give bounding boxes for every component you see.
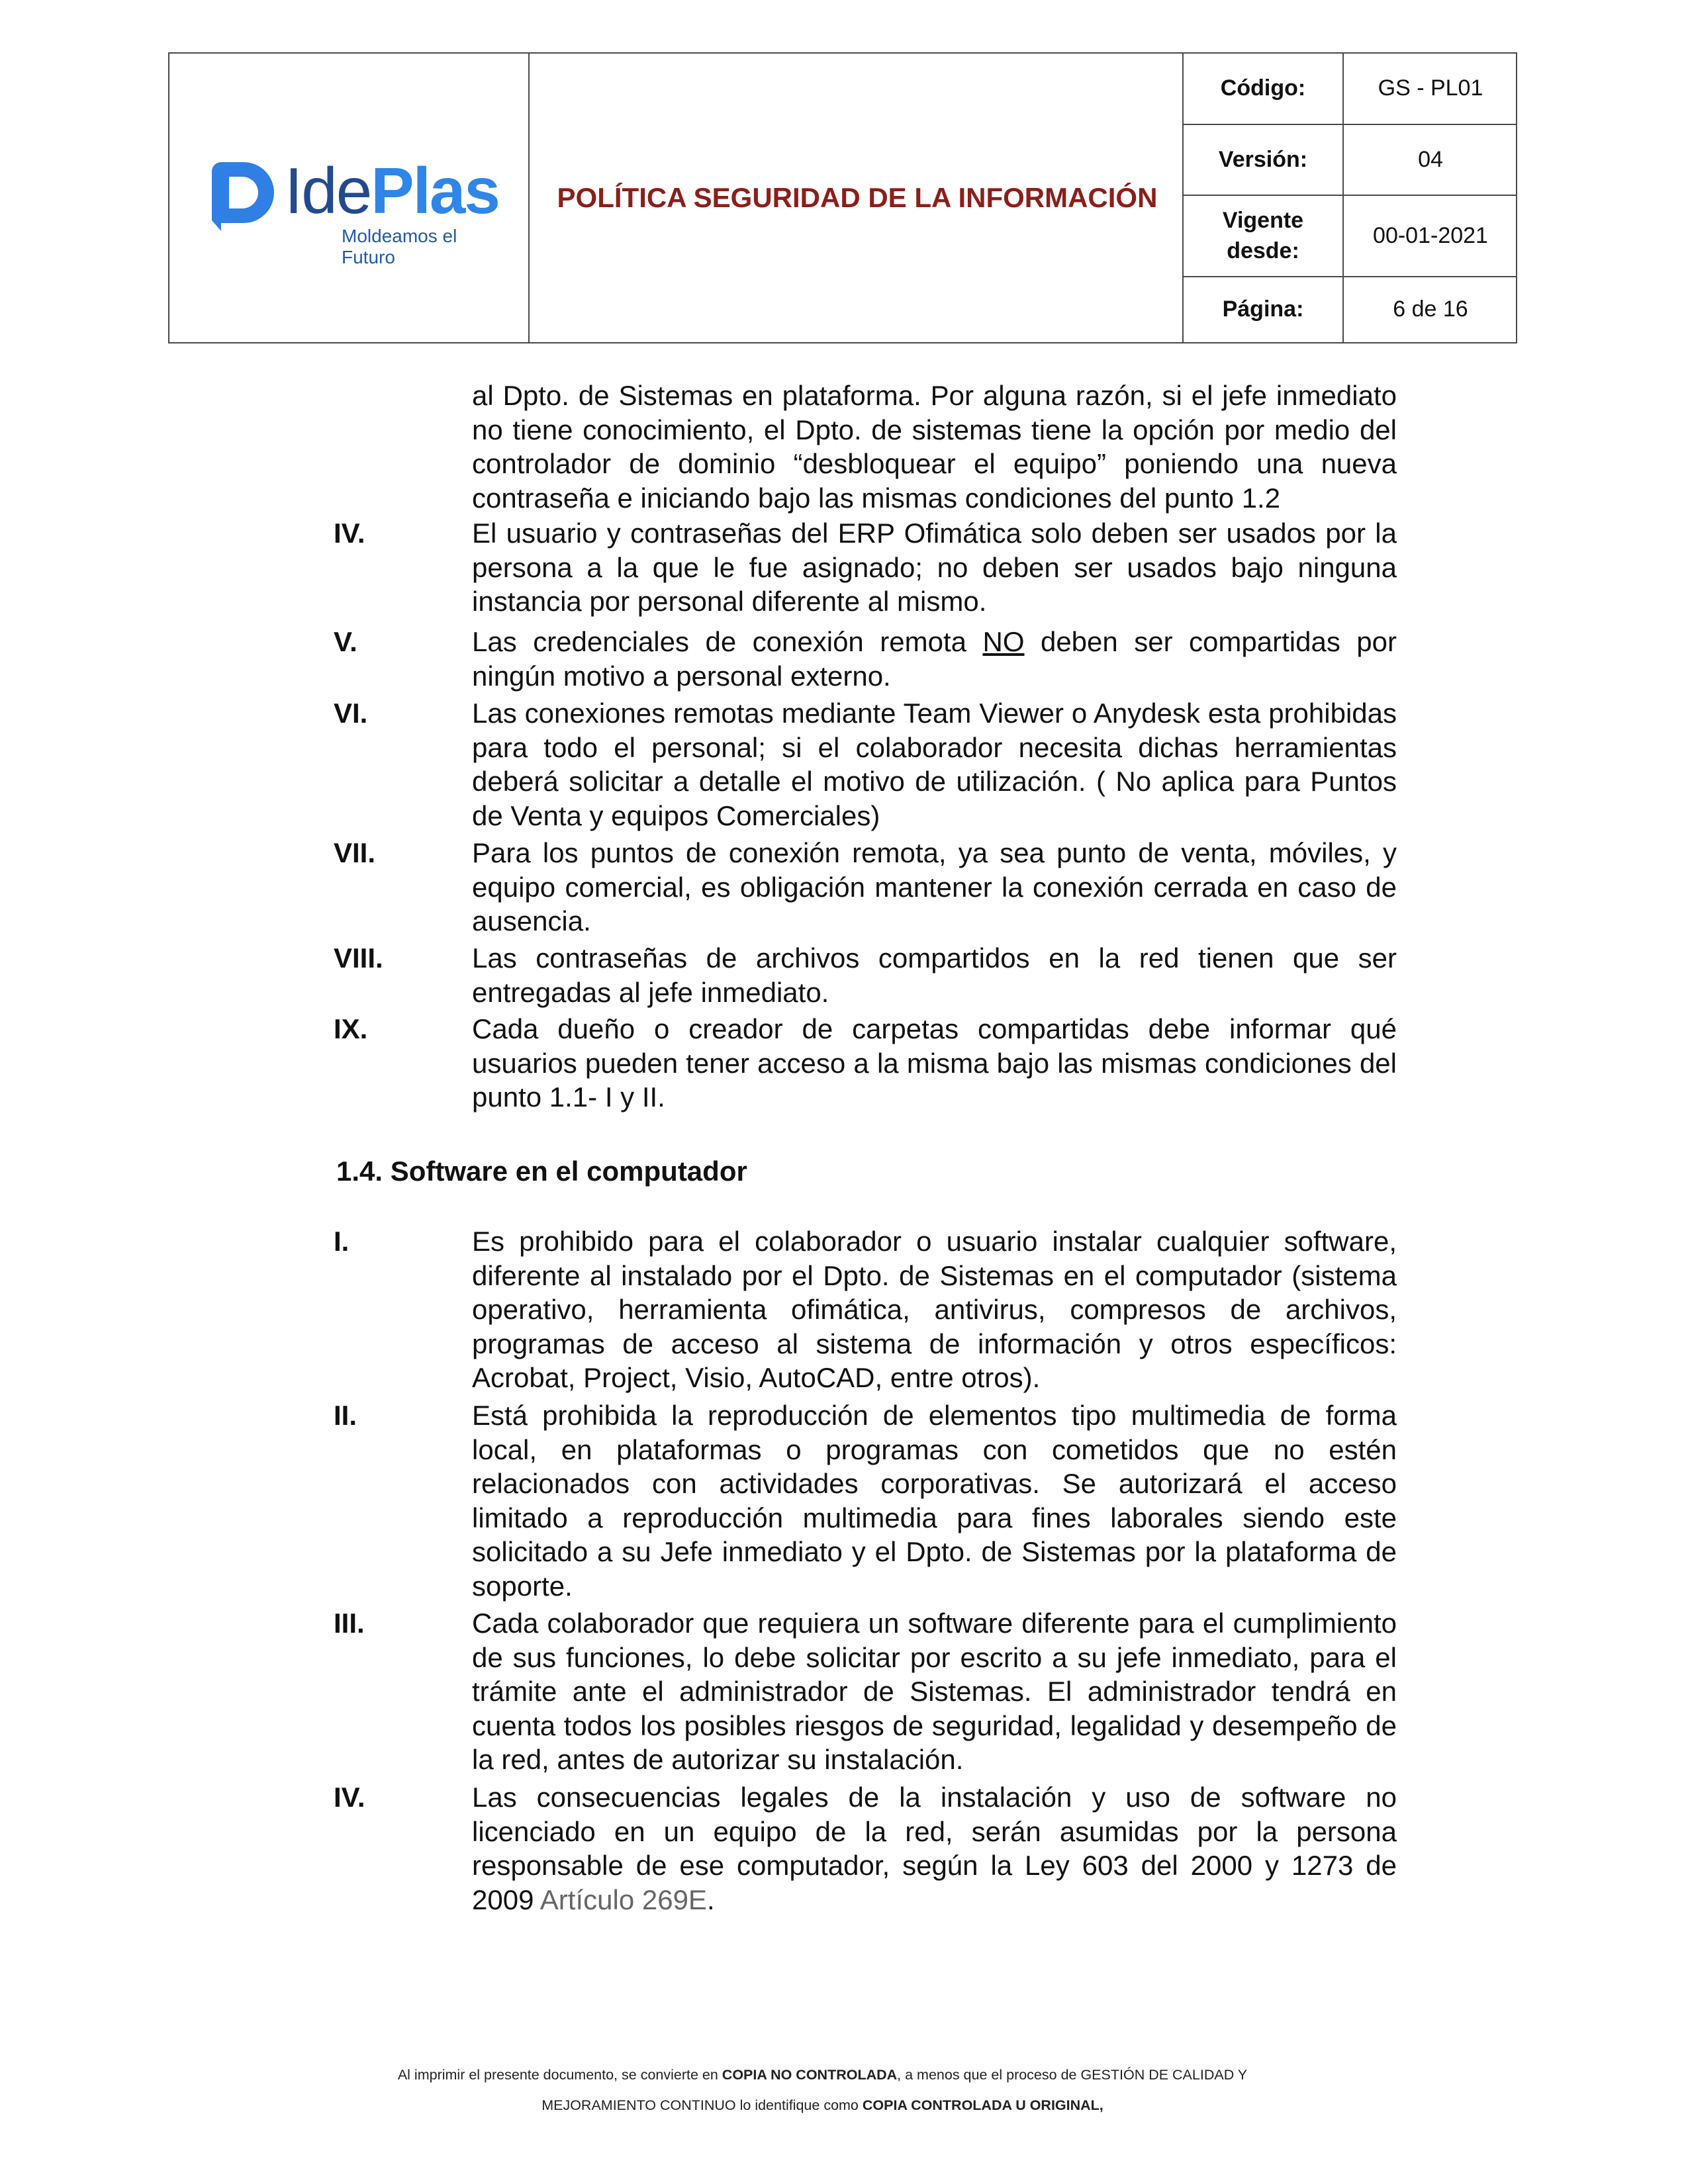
list-item-number: II. (334, 1400, 357, 1431)
list-item-text: Las consecuencias legales de la instalación y uso de software no licenciado en un equipo de la red, serán asumidas por la persona responsable de ese computador, según la Ley 603 del 2000 y 1273 de 2009 Artículo 269E. (472, 1782, 1397, 1915)
list-item (334, 1606, 1397, 1777)
list-item (334, 625, 1397, 693)
header-divider (528, 54, 530, 342)
list-item (334, 696, 1397, 833)
version-value: 04 (1418, 146, 1443, 172)
footer-line: Al imprimir el presente documento, se convierte en COPIA NO CONTROLADA, a menos que el proceso de GESTIÓN DE CALIDAD Y (397, 2067, 1248, 2083)
footer-line: MEJORAMIENTO CONTINUO lo identifique como COPIA CONTROLADA U ORIGINAL, (541, 2097, 1103, 2113)
list-item-number: VI. (334, 698, 368, 729)
list-item-text: Cada colaborador que requiera un software diferente para el cumplimiento de sus funciones, lo debe solicitar por escrito a su jefe inmediato, para el trámite ante el administrador de Sistemas. El administrador tendrá en cuenta todos los posibles riesgos de seguridad, legalidad y desempeño de la red, antes de autorizar su instalación. (472, 1608, 1397, 1775)
list-item-text: Está prohibida la reproducción de elementos tipo multimedia de forma local, en plataformas o programas con cometidos que no estén relacionados con actividades corporativas. Se autorizará el acceso limitado a reproducción multimedia para fines laborales siendo este solicitado a su Jefe inmediato y el Dpto. de Sistemas por la plataforma de soporte. (472, 1400, 1397, 1602)
list-item-text: Es prohibido para el colaborador o usuario instalar cualquier software, diferente al instalado por el Dpto. de Sistemas en el computador (sistema operativo, herramienta ofimática, antivirus, compresos de archivos, programas de acceso al sistema de información y otros específicos: Acrobat, Project, Visio, AutoCAD, entre otros). (472, 1226, 1397, 1393)
list-item-number: V. (334, 626, 357, 657)
list-item-number: IV. (334, 1782, 365, 1813)
list-item (334, 941, 1397, 1009)
page-label: Página: (1222, 296, 1304, 322)
list-item-number: VIII. (334, 942, 383, 974)
list-item-number: IV. (334, 518, 365, 549)
logo-tagline: Moldeamos el Futuro (342, 226, 457, 267)
list-item (334, 1398, 1397, 1603)
list-item (334, 516, 1397, 619)
valid-from-label: Vigente desde: (1222, 207, 1304, 263)
document-header (168, 52, 1517, 343)
list-item-text: Las contraseñas de archivos compartidos en la red tienen que ser entregadas al jefe inmediato. (472, 942, 1397, 1008)
logo-wordmark: IdePlas (285, 154, 499, 227)
list-item-text: Cada dueño o creador de carpetas compartidas debe informar qué usuarios pueden tener acceso a la misma bajo las mismas condiciones del punto 1.1- I y II. (472, 1013, 1397, 1113)
valid-from-value: 00-01-2021 (1373, 222, 1488, 248)
page-number: 6 de 16 (1393, 296, 1468, 322)
list-item-text: Las conexiones remotas mediante Team Viewer o Anydesk esta prohibidas para todo el personal; si el colaborador necesita dichas herramientas deberá solicitar a detalle el motivo de utilización. ( No aplica para Puntos de Venta y equipos Comerciales) (472, 698, 1397, 831)
code-label: Código: (1220, 75, 1306, 101)
list-item-text: El usuario y contraseñas del ERP Ofimática solo deben ser usados por la persona a la que le fue asignado; no deben ser usados bajo ninguna instancia por personal diferente al mismo. (472, 518, 1397, 617)
document-title: POLÍTICA SEGURIDAD DE LA INFORMACIÓN (557, 182, 1158, 213)
list-item (334, 836, 1397, 938)
list-item-number: I. (334, 1226, 350, 1257)
logo-mark-icon (203, 157, 277, 231)
list-item-number: IX. (334, 1013, 368, 1044)
list-item (334, 1012, 1397, 1115)
article-reference: Artículo 269E (539, 1884, 707, 1915)
list-item-text: Las credenciales de conexión remota NO deben ser compartidas por ningún motivo a personal externo. (472, 626, 1397, 692)
version-label: Versión: (1218, 146, 1308, 172)
code-value: GS - PL01 (1378, 75, 1483, 101)
page-footer (278, 2060, 1367, 2120)
list-item-number: VII. (334, 837, 376, 868)
list-item-number: III. (334, 1608, 365, 1639)
list-item-text: Para los puntos de conexión remota, ya sea punto de venta, móviles, y equipo comercial, es obligación mantener la conexión cerrada en caso de ausencia. (472, 837, 1397, 936)
list-item (334, 1224, 1397, 1395)
continued-paragraph: al Dpto. de Sistemas en plataforma. Por alguna razón, si el jefe inmediato no tiene conocimiento, el Dpto. de sistemas tiene la opción por medio del controlador de dominio “desbloquear el equipo” poniendo una nueva contraseña e iniciando bajo las mismas condiciones del punto 1.2 (472, 380, 1397, 514)
list-item (334, 1780, 1397, 1917)
company-logo (203, 153, 500, 289)
section-heading: 1.4. Software en el computador (336, 1156, 747, 1187)
emphasis-no: NO (982, 626, 1025, 657)
